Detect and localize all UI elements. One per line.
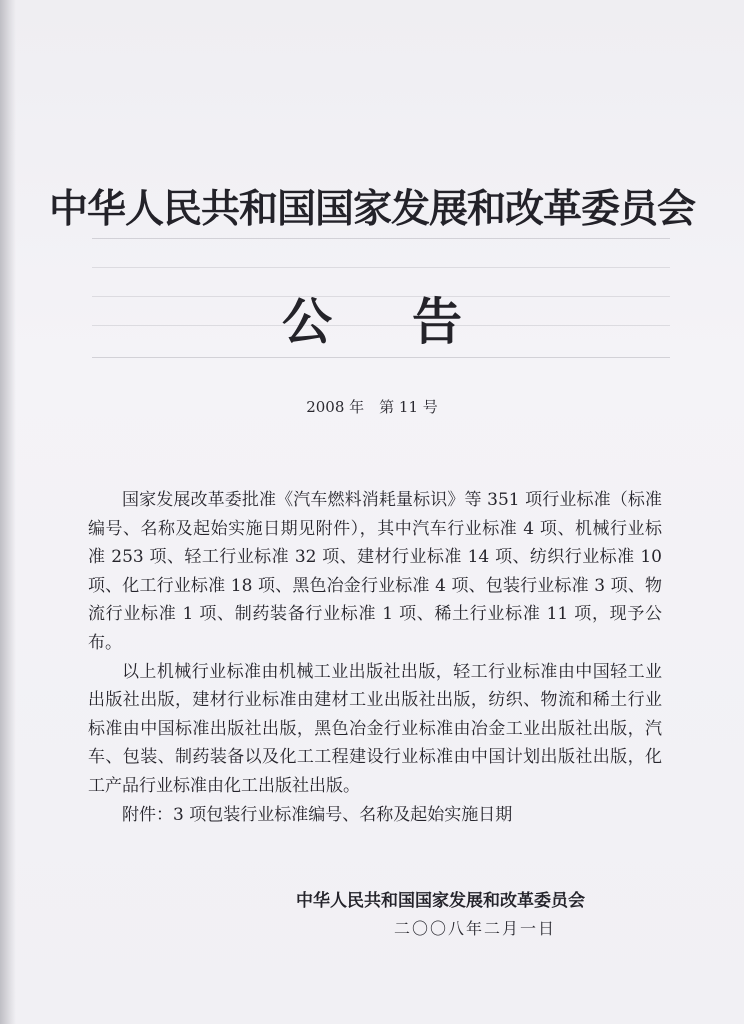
signatory: 中华人民共和国国家发展和改革委员会 bbox=[296, 891, 585, 911]
issuer-heading: 中华人民共和国国家发展和改革委员会 bbox=[48, 186, 695, 232]
attachment-line: 附件：3 项包装行业标准编号、名称及起始实施日期 bbox=[122, 804, 513, 825]
paragraph-2: 以上机械行业标准由机械工业出版社出版，轻工行业标准由中国轻工业出版社出版，建材行业标准由建材工业出版社出版，纺织、物流和稀土行业标准由中国标准出版社出版，黑色冶金行业标准由冶金工业出版社出版，汽车、包装、制药装备以及化工工程建设行业标准由中国计划出版社出版，化工产品行业标准由化工出版社出版。 bbox=[88, 661, 662, 796]
issue-number: 2008 年 第 11 号 bbox=[306, 398, 438, 416]
page-binding-shadow bbox=[0, 0, 16, 1024]
issue-date: 二〇〇八年二月一日 bbox=[394, 919, 557, 938]
paragraph-1: 国家发展改革委批准《汽车燃料消耗量标识》等 351 项行业标准（标准编号、名称及起始实施日期见附件），其中汽车行业标准 4 项、机械行业标准 253 项、轻工行业标准 32 项、建材行业标准 14 项、纺织行业标准 10 项、化工行业标准 18 项、黑色冶金行业标准 4 项、包装行业标准 3 项、物流行业标准 1 项、制药装备行业标准 1 项、稀土行业标准 11 项，现予公布。 bbox=[88, 490, 662, 653]
notice-title: 公告 bbox=[282, 292, 542, 351]
notice-body bbox=[88, 486, 662, 829]
